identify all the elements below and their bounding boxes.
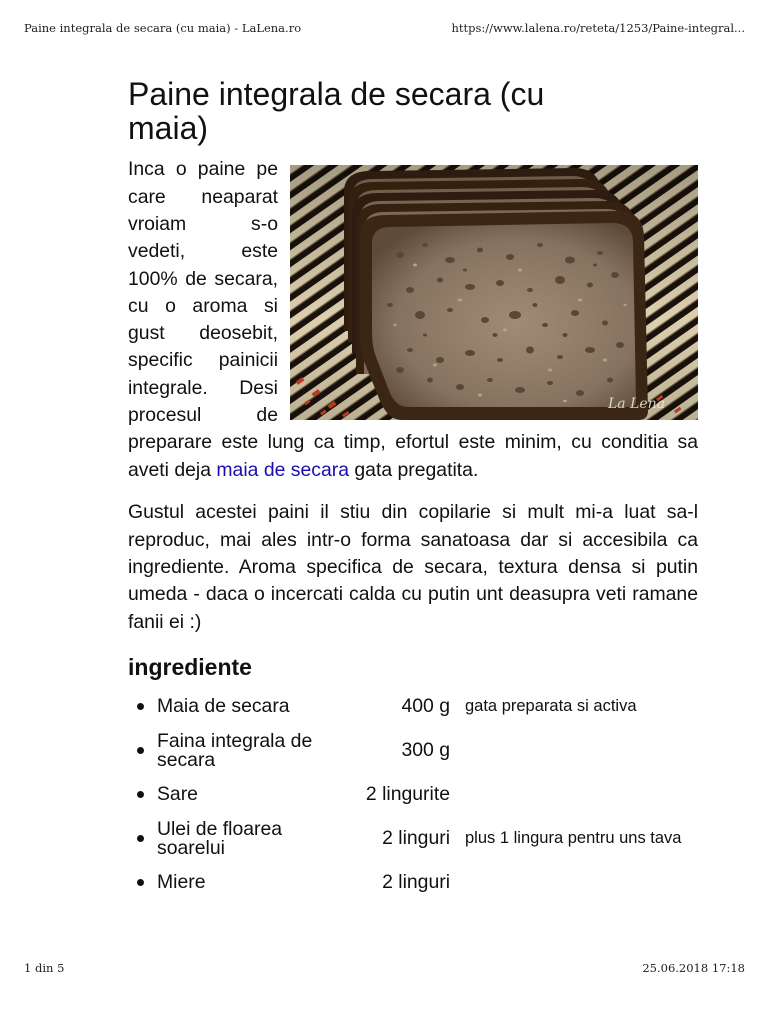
bullet [128, 785, 157, 804]
bread-crumb [372, 223, 636, 407]
ingredient-row [128, 785, 698, 804]
description-paragraph: Gustul acestei paini il stiu din copilarie si mult mi-a luat sa-l reproduc, mai ales intr-o forma sanatoasa dar si accesibila ca ingrediente. Aroma specifica de secara, textura densa si putin umeda - daca o incercati calda cu putin unt deasupra veti ramane fanii ei :) [128, 501, 698, 633]
photo-watermark: La Lena [608, 395, 666, 412]
bullet [128, 697, 157, 716]
print-footer-page-number: 1 din 5 [24, 961, 65, 975]
bread-photo [290, 165, 698, 420]
ingredient-name: Faina integrala de secara [157, 729, 313, 771]
bullet-icon [137, 835, 144, 842]
ingredient-quantity: 2 linguri [382, 871, 450, 893]
ingredient-quantity: 400 g [401, 695, 450, 717]
bullet-icon [137, 703, 144, 710]
bullet [128, 741, 157, 760]
bullet-icon [137, 791, 144, 798]
print-header-url: https://www.lalena.ro/reteta/1253/Paine-integral... [451, 21, 745, 35]
page-title: Paine integrala de secara (cu maia) [128, 76, 545, 146]
print-footer-datetime: 25.06.2018 17:18 [642, 961, 745, 975]
print-header-title: Paine integrala de secara (cu maia) - LaLena.ro [24, 21, 302, 35]
ingredients-list [128, 697, 698, 908]
ingredient-quantity: 2 linguri [382, 827, 450, 849]
bullet-icon [137, 879, 144, 886]
ingredient-quantity: 300 g [401, 739, 450, 761]
ingredient-row [128, 873, 698, 892]
ingredient-note: gata preparata si activa [465, 697, 637, 715]
bullet [128, 873, 157, 892]
ingredient-row [128, 817, 698, 859]
intro-paragraph [128, 156, 698, 484]
ingredient-name: Miere [157, 871, 206, 893]
ingredient-quantity: 2 lingurite [365, 783, 450, 805]
intro-text: Inca o paine pe care neaparat vroiam s-o vedeti, este 100% de secara, cu o aroma si gust deosebit, specific painicii integrale. Desi procesul de preparare este lung ca timp, efortul este minim, cu conditia sa aveti deja [128, 158, 698, 481]
maia-de-secara-link[interactable]: maia de secara [216, 458, 349, 481]
bullet-icon [137, 747, 144, 754]
ingredient-name: Ulei de floarea soarelui [157, 817, 283, 859]
bullet [128, 829, 157, 848]
ingredients-heading: ingrediente [128, 654, 252, 680]
ingredient-row [128, 697, 698, 716]
intro-text-end: gata pregatita. [348, 458, 479, 481]
ingredient-name: Sare [157, 783, 198, 805]
ingredient-name: Maia de secara [157, 695, 290, 717]
ingredient-row [128, 729, 698, 771]
ingredient-note: plus 1 lingura pentru uns tava [465, 829, 682, 847]
